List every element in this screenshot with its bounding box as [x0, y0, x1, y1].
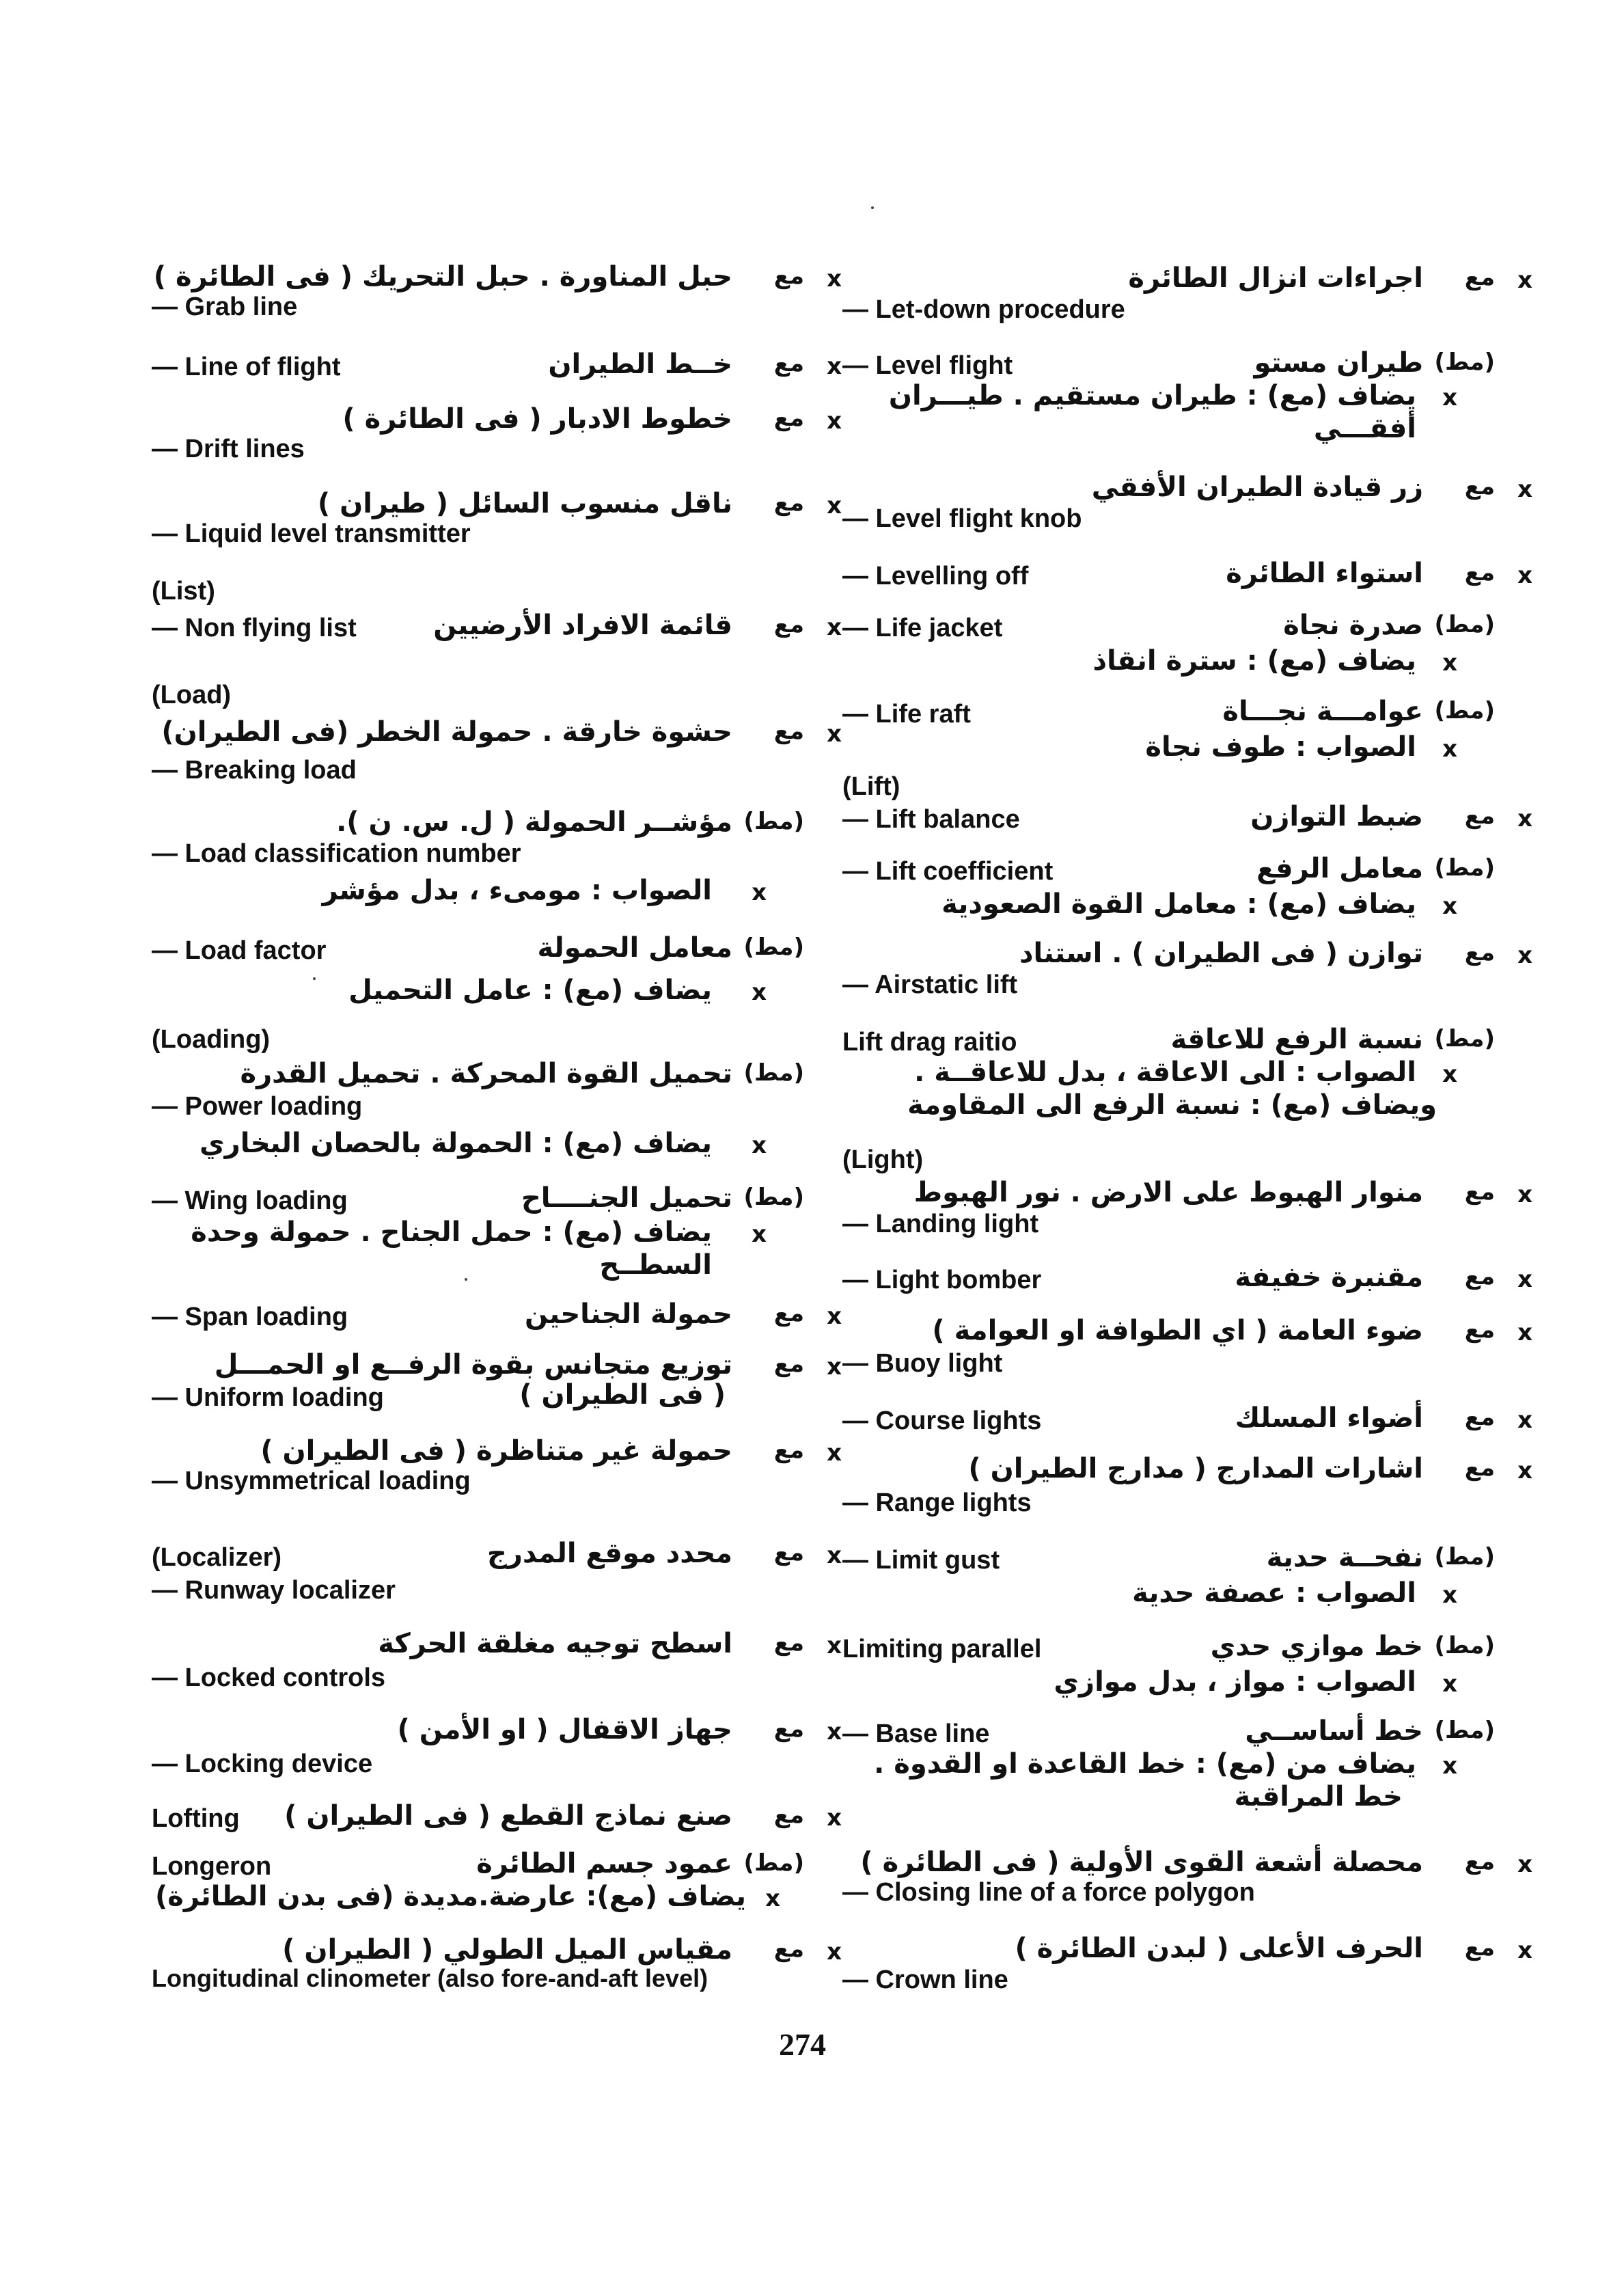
entry-power-loading [152, 1057, 842, 1169]
entry-arabic-continued: ( فى الطيران ) [519, 1379, 726, 1411]
entry-tag: (مط) [743, 1184, 804, 1211]
entry-mark: x [827, 1718, 842, 1745]
entry-life-jacket [842, 608, 1532, 686]
entry-tag: (مط) [743, 934, 804, 961]
entry-mark: x [1517, 1406, 1532, 1434]
entry-sub-mark: x [1442, 893, 1457, 920]
entry-tag: (مط) [743, 808, 804, 835]
entry-let-down-procedure [842, 261, 1532, 332]
entry-arabic: ضبط التوازن [1250, 801, 1423, 832]
scan-speck [313, 977, 316, 980]
entry-tag: مع [1464, 939, 1495, 966]
entry-note: يضاف (مع) : طيران مستقيم . طيـــران [888, 380, 1416, 411]
entry-arabic: اسطح توجيه مغلقة الحركة [378, 1628, 732, 1659]
entry-english: — Runway localizer [152, 1576, 396, 1605]
entry-english: — Load factor [152, 936, 327, 965]
entry-tag: مع [1464, 802, 1495, 830]
entry-limiting-parallel [842, 1629, 1532, 1707]
entry-arabic: معامل الرفع [1256, 853, 1423, 884]
entry-arabic: معامل الحمولة [537, 932, 732, 964]
entry-tag: (مط) [1434, 611, 1495, 638]
entry-english: — Levelling off [842, 562, 1029, 590]
entry-longeron [152, 1847, 842, 1922]
entry-arabic: جهاز الاقفال ( او الأمن ) [397, 1714, 732, 1745]
entry-sub-mark: x [765, 1885, 780, 1912]
entry-tag: (مط) [1434, 1632, 1495, 1659]
entry-arabic: قائمة الافراد الأرضيين [433, 610, 732, 641]
entry-runway-localizer [152, 1536, 842, 1613]
left-column [152, 246, 842, 2037]
entry-english: — Base line [842, 1719, 990, 1748]
scan-speck [871, 206, 874, 209]
entry-note: يضاف (مع) : الحمولة بالحصان البخاري [199, 1128, 712, 1159]
entry-english: — Life raft [842, 700, 971, 729]
entry-arabic: توازن ( فى الطيران ) . استناد [1019, 938, 1423, 969]
entry-arabic: منوار الهبوط على الارض . نور الهبوط [913, 1177, 1423, 1208]
entry-sub-mark: x [752, 979, 767, 1006]
entry-grab-line [152, 260, 842, 329]
entry-english: — Course lights [842, 1406, 1042, 1435]
entry-load-classification-number [152, 805, 842, 916]
entry-arabic: خــط الطيران [548, 349, 732, 380]
entry-english: — Limit gust [842, 1546, 1000, 1575]
entry-arabic: حبل المناورة . حبل التحريك ( فى الطائرة ) [153, 261, 732, 293]
entry-arabic: نسبة الرفع للاعاقة [1170, 1024, 1423, 1055]
entry-english: — Grab line [152, 293, 298, 321]
entry-lift-coefficient [842, 852, 1532, 929]
entry-arabic: صدرة نجاة [1283, 610, 1423, 641]
entry-arabic: توزيع متجانس بقوة الرفــع او الحمـــل [214, 1349, 732, 1381]
entry-lofting [152, 1799, 842, 1841]
entry-english: Lofting [152, 1804, 240, 1833]
scan-speck [465, 1278, 467, 1281]
section-heading: (Loading) [152, 1025, 271, 1054]
entry-english: Longitudinal clinometer (also fore-and-aft level) [152, 1964, 708, 1992]
entry-mark: x [1517, 942, 1532, 969]
entry-tag: مع [773, 405, 804, 432]
entry-tag: مع [1464, 1263, 1495, 1290]
entry-longitudinal-clinometer [152, 1933, 842, 2001]
entry-arabic: محصلة أشعة القوى الأولية ( فى الطائرة ) [860, 1847, 1423, 1878]
entry-tag: مع [773, 1802, 804, 1829]
entry-arabic: ضوء العامة ( اي الطوافة او العوامة ) [932, 1315, 1423, 1346]
entry-english: — Drift lines [152, 435, 305, 463]
entry-drift-lines [152, 402, 842, 472]
entry-english: — Closing line of a force polygon [842, 1878, 1255, 1907]
entry-arabic: ناقل منسوب السائل ( طيران ) [317, 488, 732, 519]
entry-arabic: طيران مستو [1254, 347, 1423, 379]
entry-english: — Line of flight [152, 353, 341, 381]
entry-mark: x [1517, 1266, 1532, 1293]
right-column [842, 246, 1532, 2037]
entry-note-continued: السطــح [599, 1249, 712, 1281]
entry-arabic: تحميل القوة المحركة . تحميل القدرة [240, 1058, 732, 1089]
entry-arabic: نفحــة حدية [1266, 1542, 1423, 1573]
entry-mark: x [827, 1303, 842, 1330]
entry-arabic: مقنبرة خفيفة [1235, 1262, 1423, 1293]
entry-lift-balance [842, 800, 1532, 842]
entry-english: — Range lights [842, 1488, 1032, 1517]
entry-note: يضاف (مع) : حمل الجناح . حمولة وحدة [191, 1216, 712, 1248]
entry-tag: مع [773, 611, 804, 638]
entry-tag: مع [1464, 1934, 1495, 1961]
entry-tag: (مط) [1434, 1543, 1495, 1571]
entry-arabic: مؤشــر الحمولة ( ل. س. ن ). [336, 806, 732, 838]
entry-sub-mark: x [1442, 384, 1457, 411]
entry-lift-drag-ratio [842, 1022, 1532, 1130]
entry-airstatic-lift [842, 936, 1532, 1007]
entry-locked-controls [152, 1627, 842, 1700]
entry-english: — Unsymmetrical loading [152, 1467, 471, 1495]
entry-arabic: اجراءات انزال الطائرة [1128, 262, 1423, 294]
entry-arabic: أضواء المسلك [1235, 1402, 1423, 1434]
entry-tag: مع [1464, 473, 1495, 500]
entry-tag: مع [1464, 1178, 1495, 1206]
entry-level-flight-knob [842, 470, 1532, 541]
entry-english: — Span loading [152, 1303, 348, 1331]
entry-unsymmetrical-loading [152, 1434, 842, 1504]
section-heading: (Load) [152, 681, 232, 709]
entry-mark: x [827, 1353, 842, 1381]
entry-line-of-flight [152, 347, 842, 390]
entry-arabic: زر قيادة الطيران الأفقي [1091, 472, 1423, 503]
entry-arabic: خطوط الادبار ( فى الطائرة ) [342, 403, 732, 435]
entry-english: — Wing loading [152, 1186, 348, 1215]
entry-note-continued: ويضاف (مع) : نسبة الرفع الى المقاومة [907, 1089, 1437, 1121]
entry-mark: x [1517, 476, 1532, 503]
entry-english: — Crown line [842, 1966, 1008, 1994]
entry-landing-light [842, 1175, 1532, 1247]
entry-mark: x [1517, 562, 1532, 589]
entry-arabic: عوامـــة نجـــاة [1222, 696, 1423, 727]
entry-arabic: خط أساســي [1245, 1715, 1423, 1747]
entry-arabic: عمود جسم الطائرة [476, 1848, 732, 1879]
entry-mark: x [827, 1439, 842, 1467]
entry-english: — Let-down procedure [842, 295, 1125, 324]
entry-note: يضاف (مع) : سترة انقاذ [1092, 645, 1416, 677]
entry-base-line [842, 1714, 1532, 1822]
entry-breaking-load [152, 715, 842, 793]
section-heading: (Light) [842, 1145, 924, 1174]
entry-levelling-off [842, 556, 1532, 599]
entry-tag: مع [773, 718, 804, 745]
entry-mark: x [827, 1542, 842, 1569]
entry-tag: مع [773, 1437, 804, 1464]
entry-tag: مع [1464, 1454, 1495, 1482]
entry-tag: مع [773, 1629, 804, 1657]
entry-mark: x [1517, 1851, 1532, 1878]
entry-tag: (مط) [743, 1849, 804, 1877]
entry-english: — Landing light [842, 1210, 1039, 1238]
entry-note: الصواب : مواز ، بدل موازي [1054, 1666, 1416, 1698]
entry-arabic: خط موازي حدي [1210, 1631, 1423, 1662]
entry-note: يضاف (مع) : معامل القوة الصعودية [941, 888, 1416, 920]
entry-tag: مع [1464, 1404, 1495, 1431]
entry-english: — Non flying list [152, 614, 357, 642]
entry-english: Limiting parallel [842, 1635, 1042, 1663]
entry-mark: x [827, 1804, 842, 1832]
entry-note: الصواب : طوف نجاة [1145, 731, 1416, 763]
entry-english: — Locking device [152, 1750, 373, 1778]
entry-english: — Buoy light [842, 1349, 1003, 1378]
entry-tag: (مط) [1434, 697, 1495, 724]
entry-mark: x [827, 265, 842, 293]
entry-tag: (مط) [1434, 1717, 1495, 1744]
entry-sub-mark: x [1442, 1670, 1457, 1698]
entry-english: — Life jacket [842, 614, 1003, 642]
entry-english: — Level flight knob [842, 504, 1082, 533]
entry-mark: x [1517, 1181, 1532, 1208]
entry-limit-gust [842, 1540, 1532, 1618]
entry-tag: مع [1464, 559, 1495, 586]
entry-sub-mark: x [1442, 1581, 1457, 1609]
entry-arabic: مقياس الميل الطولي ( الطيران ) [282, 1934, 732, 1966]
entry-arabic: محدد موقع المدرج [487, 1538, 732, 1569]
entry-mark: x [827, 353, 842, 380]
entry-note: الصواب : مومىء ، بدل مؤشر [322, 875, 712, 906]
entry-english: — Locked controls [152, 1663, 386, 1692]
entry-span-loading [152, 1297, 842, 1340]
page-number: 274 [779, 2027, 826, 2062]
entry-note: يضاف (مع) : عامل التحميل [348, 975, 712, 1006]
entry-tag: (مط) [743, 1059, 804, 1087]
entry-tag: مع [773, 1935, 804, 1963]
entry-sub-mark: x [752, 879, 767, 906]
entry-english: — Power loading [152, 1092, 363, 1121]
entry-tag: مع [1464, 1848, 1495, 1875]
entry-locking-device [152, 1713, 842, 1786]
entry-tag: مع [773, 1715, 804, 1743]
entry-arabic: حمولة غير متناظرة ( فى الطيران ) [260, 1435, 732, 1467]
entry-tag: مع [773, 1300, 804, 1327]
entry-tag: (مط) [1434, 854, 1495, 882]
entry-note: الصواب : الى الاعاقة ، بدل للاعاقــة . [914, 1057, 1416, 1088]
entry-tag: (مط) [1434, 349, 1495, 376]
entry-mark: x [827, 1938, 842, 1966]
entry-note: يضاف (مع): عارضة.مديدة (فى بدن الطائرة) [155, 1881, 746, 1912]
entry-tag: (مط) [1434, 1025, 1495, 1052]
entry-level-flight [842, 346, 1532, 454]
entry-english: — Lift balance [842, 805, 1020, 834]
entry-range-lights [842, 1452, 1532, 1525]
section-heading: (Localizer) [152, 1543, 282, 1572]
entry-arabic: اشارات المدارج ( مدارج الطيران ) [968, 1453, 1423, 1484]
entry-sub-mark: x [1442, 1061, 1457, 1088]
entry-arabic: حمولة الجناحين [525, 1299, 732, 1330]
entry-mark: x [1517, 805, 1532, 832]
entry-english: Longeron [152, 1852, 272, 1881]
entry-tag: مع [1464, 1316, 1495, 1344]
entry-arabic: استواء الطائرة [1226, 558, 1423, 589]
entry-closing-line [842, 1845, 1532, 1915]
entry-english: — Airstatic lift [842, 970, 1018, 999]
entry-english: — Lift coefficient [842, 857, 1054, 886]
entry-note: يضاف من (مع) : خط القاعدة او القدوة . [874, 1748, 1416, 1780]
section-heading: (List) [152, 577, 215, 606]
entry-wing-loading [152, 1181, 842, 1290]
entry-english: — Liquid level transmitter [152, 519, 471, 548]
entry-tag: مع [773, 262, 804, 290]
entry-light-bomber [842, 1260, 1532, 1303]
entry-life-raft [842, 694, 1532, 772]
entry-non-flying-list [152, 608, 842, 651]
entry-english: — Level flight [842, 351, 1013, 380]
entry-mark: x [827, 492, 842, 519]
entry-sub-mark: x [1442, 735, 1457, 763]
entry-liquid-level-transmitter [152, 487, 842, 556]
entry-sub-mark: x [1442, 1752, 1457, 1780]
entry-crown-line [842, 1931, 1532, 2002]
entry-tag: مع [773, 1350, 804, 1378]
entry-sub-mark: x [752, 1132, 767, 1159]
entry-note: الصواب : عصفة حدية [1132, 1577, 1416, 1609]
entry-uniform-loading [152, 1348, 842, 1420]
entry-arabic: الحرف الأعلى ( لبدن الطائرة ) [1015, 1933, 1423, 1964]
entry-tag: مع [773, 489, 804, 517]
entry-mark: x [827, 614, 842, 641]
entry-english: Lift drag raitio [842, 1028, 1017, 1057]
entry-tag: مع [1464, 264, 1495, 291]
entry-buoy-light [842, 1314, 1532, 1386]
entry-arabic: تحميل الجنــــاح [521, 1182, 732, 1214]
entry-mark: x [827, 1632, 842, 1659]
section-heading: (Lift) [842, 772, 900, 801]
entry-mark: x [1517, 1937, 1532, 1964]
entry-note-continued: أفقـــي [1313, 413, 1416, 444]
entry-tag: مع [773, 1539, 804, 1566]
entry-mark: x [827, 720, 842, 748]
entry-tag: مع [773, 350, 804, 377]
entry-english: — Light bomber [842, 1266, 1042, 1294]
entry-english: — Breaking load [152, 756, 357, 785]
entry-sub-mark: x [1442, 649, 1457, 677]
entry-mark: x [1517, 267, 1532, 294]
entry-sub-mark: x [752, 1221, 767, 1248]
entry-arabic: صنع نماذج القطع ( فى الطيران ) [284, 1800, 732, 1832]
entry-arabic: حشوة خارقة . حمولة الخطر (فى الطيران) [161, 716, 732, 748]
entry-mark: x [1517, 1319, 1532, 1346]
entry-mark: x [827, 407, 842, 435]
entry-load-factor [152, 931, 842, 1016]
entry-english: — Load classification number [152, 839, 521, 868]
entry-note-continued: خط المراقبة [1234, 1781, 1403, 1812]
entry-course-lights [842, 1401, 1532, 1443]
entry-mark: x [1517, 1457, 1532, 1484]
entry-english: — Uniform loading [152, 1383, 384, 1412]
